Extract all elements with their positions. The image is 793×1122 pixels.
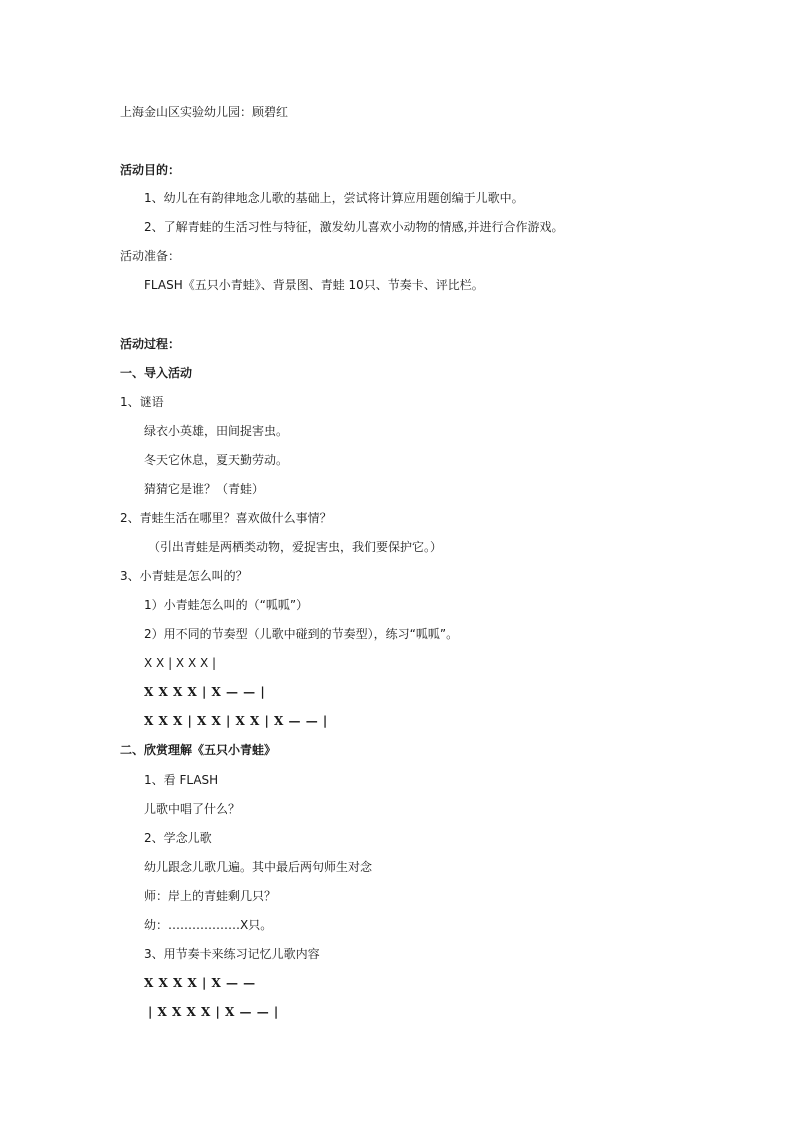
part2-s2: 2、学念儿歌 [144, 831, 212, 845]
riddle-line-2: 冬天它休息，夏天勤劳动。 [144, 453, 289, 467]
part1-q3-item-2: 2）用不同的节奏型（儿歌中碰到的节奏型），练习“呱呱”。 [144, 627, 459, 641]
prep-heading: 活动准备： [120, 249, 181, 263]
part1-q2: 2、青蛙生活在哪里？喜欢做什么事情？ [120, 511, 332, 525]
part2-s2-text: 幼儿跟念儿歌几遍。其中最后两句师生对念 [144, 860, 373, 874]
part2-s3: 3、用节奏卡来练习记忆儿歌内容 [144, 947, 320, 961]
goal-item-1: 1、幼儿在有韵律地念儿歌的基础上，尝试将计算应用题创编于儿歌中。 [144, 191, 524, 205]
part2-heading: 二、欣赏理解《五只小青蛙》 [120, 743, 277, 757]
part2-s1: 1、看 FLASH [144, 773, 219, 787]
part1-q1: 1、谜语 [120, 395, 164, 409]
goal-heading: 活动目的： [120, 163, 181, 177]
goal-item-2: 2、了解青蛙的生活习性与特征，激发幼儿喜欢小动物的情感,并进行合作游戏。 [144, 220, 564, 234]
rhythm-card-line-2: | X X X X | X — — | [148, 1005, 279, 1019]
rhythm-line-2: X X X X | X — — | [144, 685, 266, 699]
teacher-line: 师：岸上的青蛙剩几只？ [144, 889, 277, 903]
part1-heading: 一、导入活动 [120, 366, 193, 380]
part1-q2-note: （引出青蛙是两栖类动物，爱捉害虫，我们要保护它。） [148, 540, 443, 554]
author-line: 上海金山区实验幼儿园：顾碧红 [120, 105, 289, 119]
rhythm-card-line-1: X X X X | X — — [144, 976, 256, 990]
riddle-line-3: 猜猜它是谁？（青蛙） [144, 482, 265, 496]
part1-q3-item-1: 1）小青蛙怎么叫的（“呱呱”） [144, 598, 309, 612]
prep-text: FLASH《五只小青蛙》、背景图、青蛙 10只、节奏卡、评比栏。 [144, 278, 484, 292]
child-line: 幼：………………X只。 [144, 918, 273, 932]
process-heading: 活动过程： [120, 337, 181, 351]
rhythm-line-1: X X | X X X | [144, 656, 217, 670]
part1-q3: 3、小青蛙是怎么叫的？ [120, 569, 248, 583]
rhythm-line-3: X X X | X X | X X | X — — | [144, 714, 328, 728]
part2-s1-question: 儿歌中唱了什么？ [144, 802, 241, 816]
riddle-line-1: 绿衣小英雄，田间捉害虫。 [144, 424, 289, 438]
